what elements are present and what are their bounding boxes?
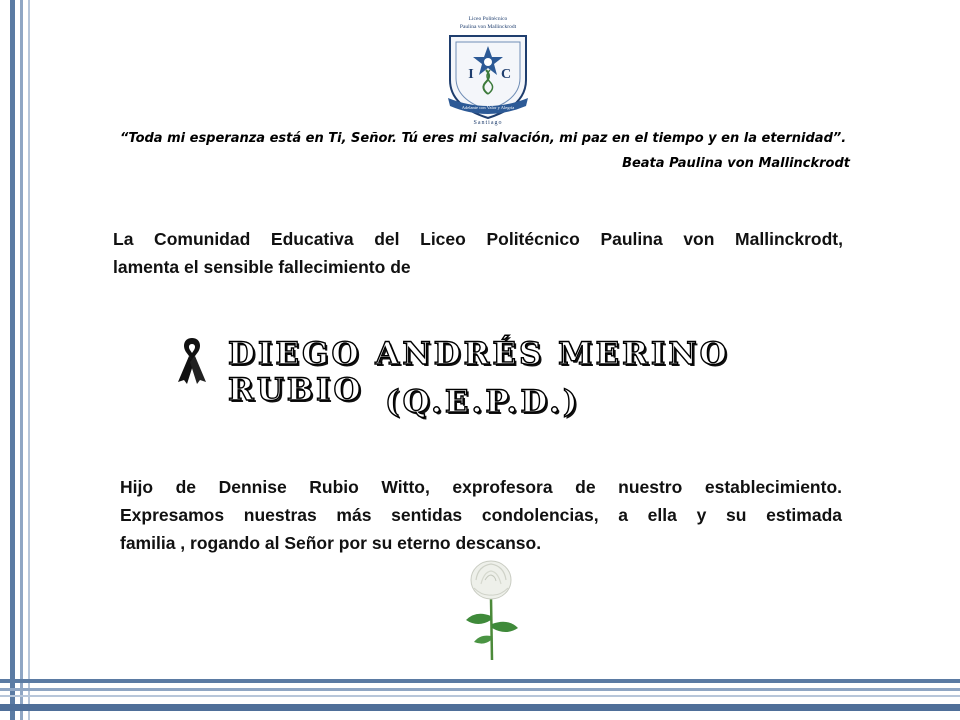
logo-motto: Adelante con Valor y Alegría — [461, 105, 515, 110]
school-logo — [440, 10, 536, 128]
message-line-1: Hijo de Dennise Rubio Witto, exprofesora de nuestro establecimiento. — [120, 477, 842, 497]
intro-paragraph — [113, 225, 843, 281]
message-line-2: Expresamos nuestras más sentidas condolencias, a ella y su estimada — [120, 505, 842, 525]
logo-letter-left: I — [468, 67, 474, 82]
logo-top-text: Liceo Politécnico — [468, 16, 508, 22]
left-border-line-middle — [20, 0, 23, 720]
message-line-3: familia , rogando al Señor por su eterno descanso. — [120, 533, 542, 553]
deceased-suffix: (Q.E.P.D.) — [385, 384, 581, 420]
bottom-border-line-1 — [0, 679, 960, 683]
quote-text: “Toda mi esperanza está en Ti, Señor. Tú eres mi salvación, mi paz en el tiempo y en la eternidad”. — [120, 131, 847, 146]
mourning-ribbon-icon — [174, 334, 210, 386]
bottom-border-line-3 — [0, 695, 960, 697]
logo-name-text: Paulina von Mallinckrodt — [459, 24, 517, 30]
left-border-line-inner — [28, 0, 30, 720]
intro-line-1: La Comunidad Educativa del Liceo Politécnico Paulina von Mallinckrodt, — [113, 229, 843, 249]
message-paragraph — [120, 473, 842, 557]
white-rose-icon — [458, 558, 524, 662]
logo-letter-right: C — [500, 67, 512, 82]
deceased-name: DIEGO ANDRÉS MERINO RUBIO — [228, 336, 730, 408]
quote-author: Beata Paulina von Mallinckrodt — [622, 156, 850, 171]
logo-city: Santiago — [473, 120, 503, 126]
left-border-line-outer — [10, 0, 15, 720]
bottom-border-line-4 — [0, 704, 960, 711]
intro-line-2: lamenta el sensible fallecimiento de — [113, 257, 411, 277]
bottom-border-line-2 — [0, 688, 960, 691]
